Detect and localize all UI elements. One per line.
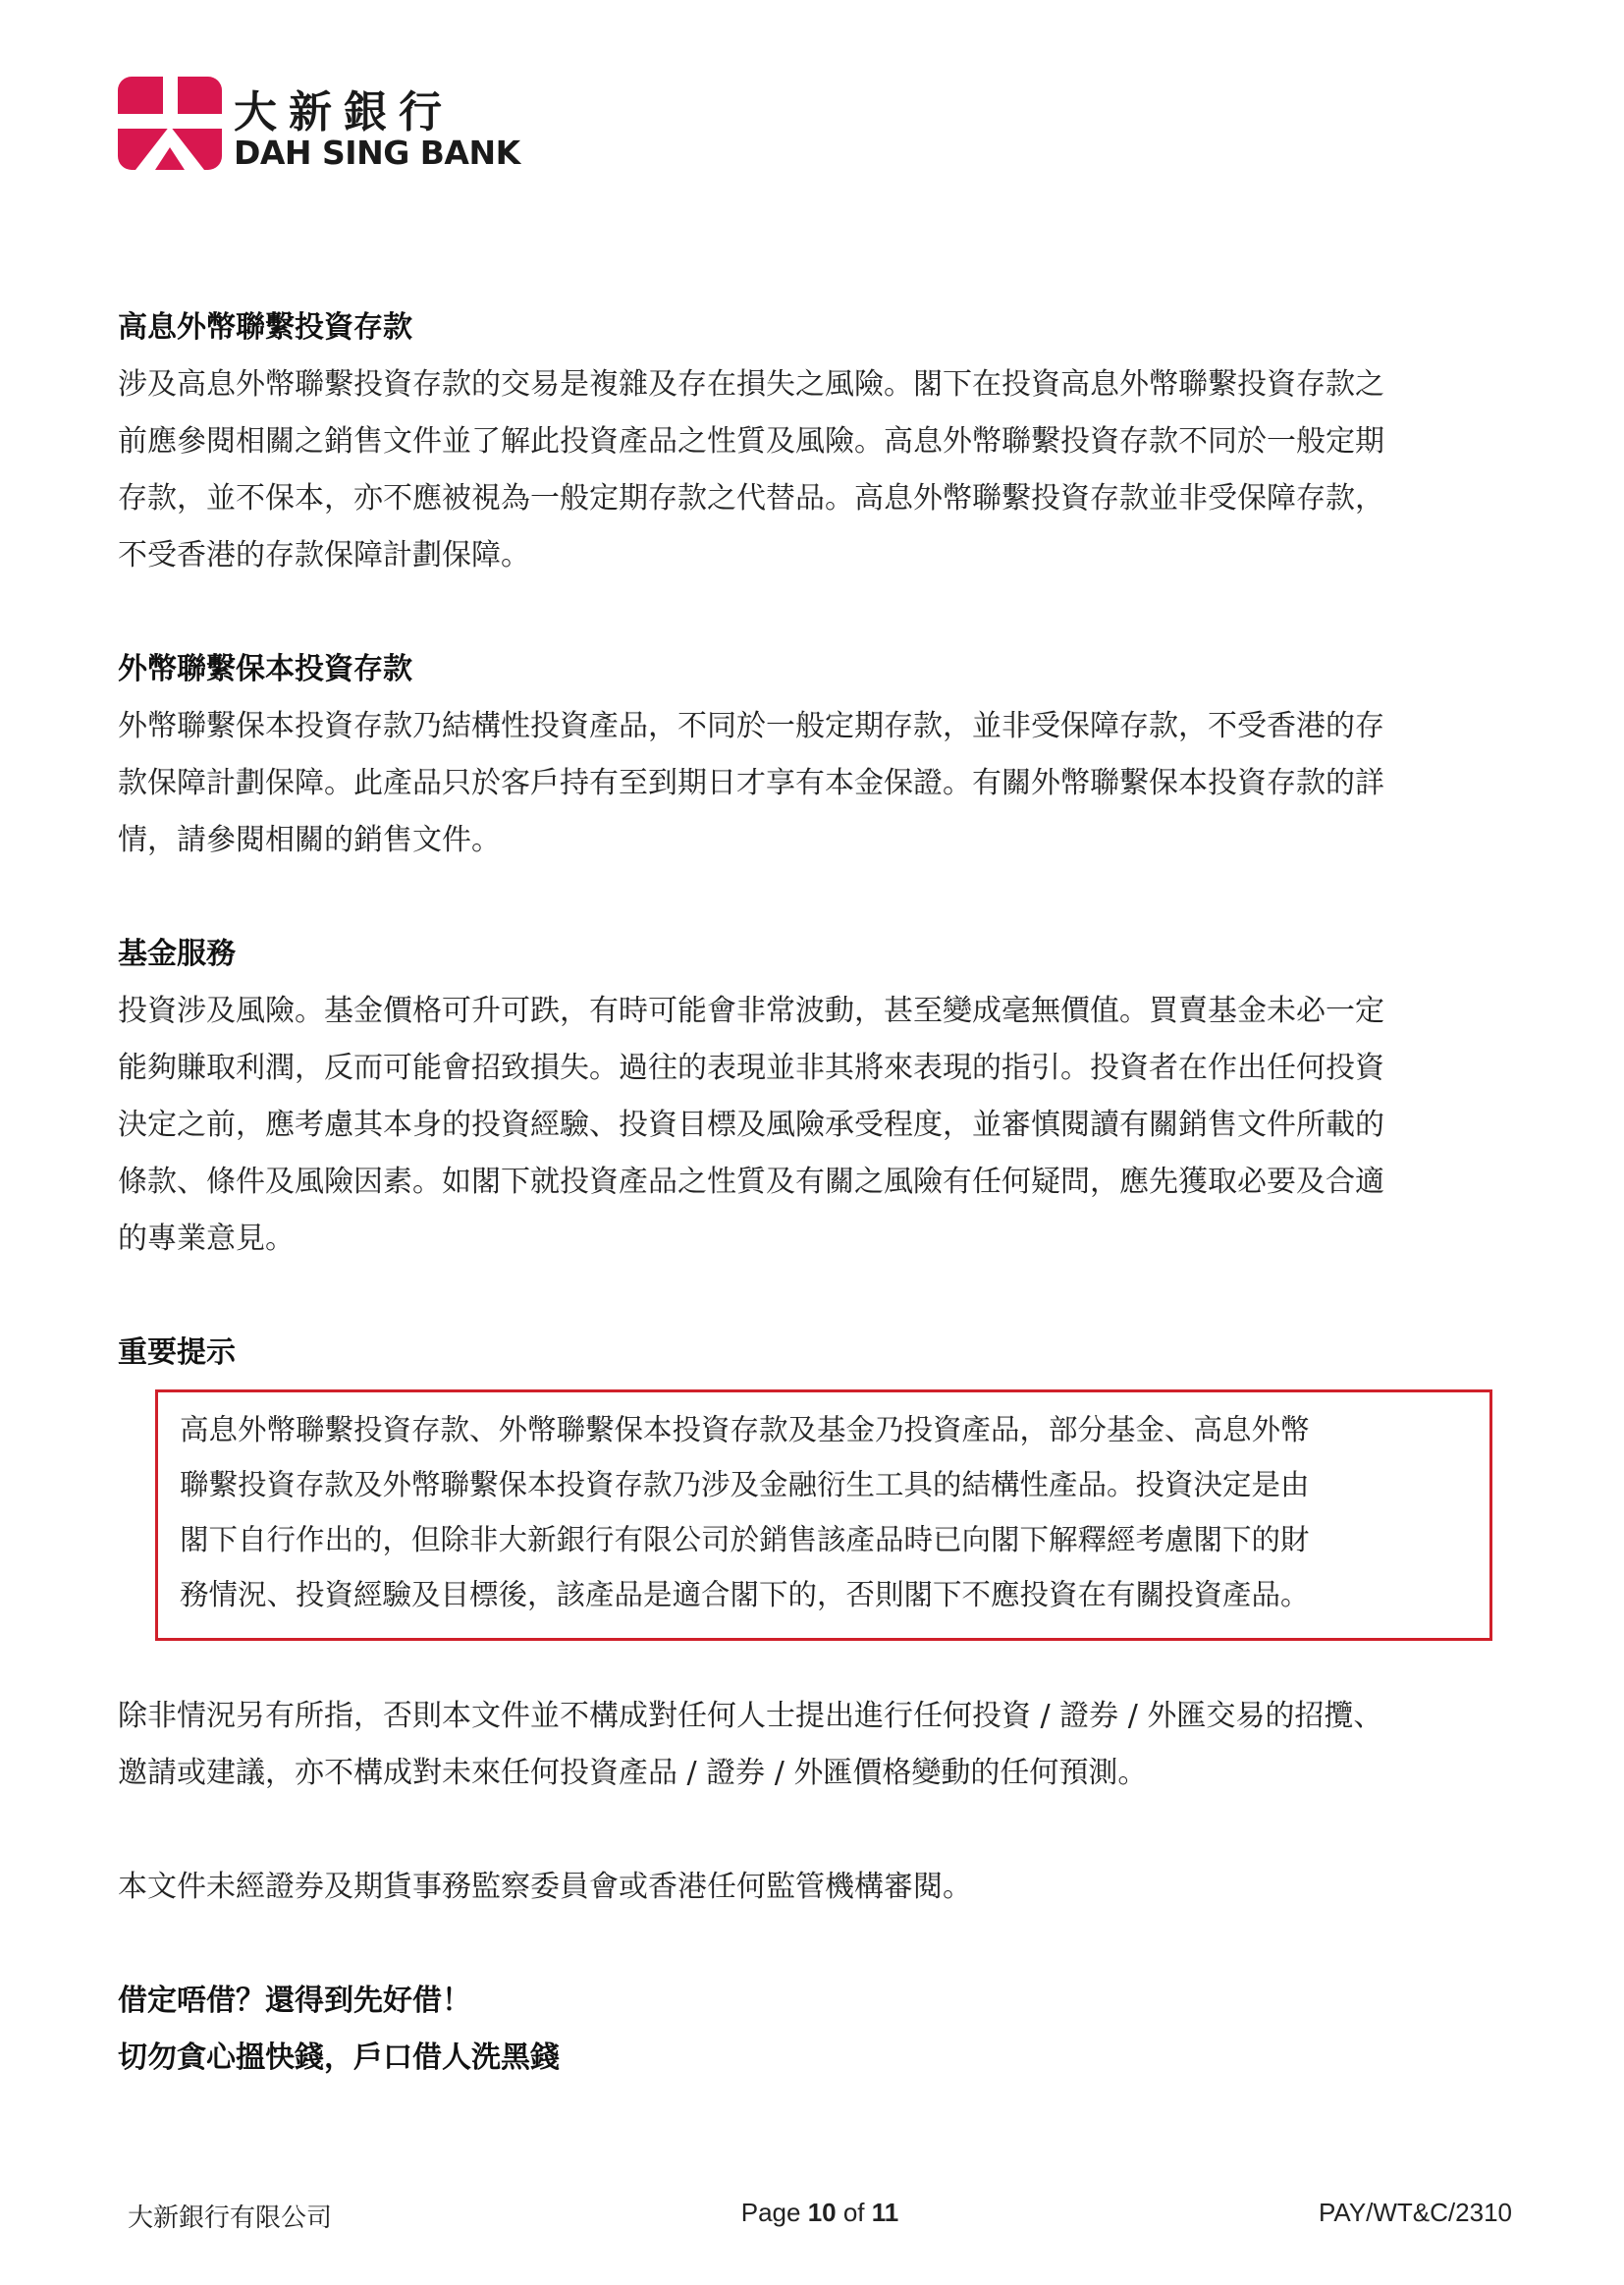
section-line: 前應參閱相關之銷售文件並了解此投資產品之性質及風險。高息外幣聯繫投資存款不同於一般定期 xyxy=(118,424,1384,459)
section-line: 決定之前，應考慮其本身的投資經驗、投資目標及風險承受程度，並審慎閱讀有關銷售文件所載的 xyxy=(118,1108,1384,1142)
slogans xyxy=(118,1973,1522,2087)
section-line: 投資涉及風險。基金價格可升可跌，有時可能會非常波動，甚至變成毫無價值。買賣基金未必一定 xyxy=(118,994,1384,1028)
section-heading: 基金服務 xyxy=(118,937,236,971)
bank-logo-icon xyxy=(118,77,222,170)
page-prefix: Page xyxy=(740,2198,808,2227)
section-line: 不受香港的存款保障計劃保障。 xyxy=(118,538,530,572)
notice-line: 務情況、投資經驗及目標後，該產品是適合閣下的，否則閣下不應投資在有關投資產品。 xyxy=(180,1578,1310,1611)
section-line: 款保障計劃保障。此產品只於客戶持有至到期日才享有本金保證。有關外幣聯繫保本投資存款的詳 xyxy=(118,766,1384,800)
page-footer xyxy=(128,2198,1512,2237)
page-mid: of xyxy=(836,2198,872,2227)
section-heading: 高息外幣聯繫投資存款 xyxy=(118,310,412,345)
logo-english-name: DAH SING BANK xyxy=(234,134,520,172)
section-fund xyxy=(118,926,1522,1268)
notice-line: 高息外幣聯繫投資存款、外幣聯繫保本投資存款及基金乃投資產品，部分基金、高息外幣 xyxy=(180,1413,1310,1446)
section-heading: 外幣聯繫保本投資存款 xyxy=(118,652,412,686)
important-notice-box xyxy=(155,1389,1492,1641)
section-important xyxy=(118,1325,1522,1641)
page-total: 11 xyxy=(871,2198,899,2227)
section-line: 條款、條件及風險因素。如閣下就投資產品之性質及有關之風險有任何疑問，應先獲取必要及合適 xyxy=(118,1165,1384,1199)
section-cpd xyxy=(118,641,1522,869)
footer-page-number xyxy=(128,2198,1512,2228)
review-note xyxy=(118,1859,1522,1916)
logo-chinese-name: 大新銀行 xyxy=(234,87,454,137)
section-line: 存款，並不保本，亦不應被視為一般定期存款之代替品。高息外幣聯繫投資存款並非受保障存款， xyxy=(118,481,1384,516)
notice-line: 聯繫投資存款及外幣聯繫保本投資存款乃涉及金融衍生工具的結構性產品。投資決定是由 xyxy=(180,1468,1310,1501)
disclaimer-line: 邀請或建議，亦不構成對未來任何投資產品 / 證券 / 外匯價格變動的任何預測。 xyxy=(118,1756,1148,1790)
section-line: 能夠賺取利潤，反而可能會招致損失。過往的表現並非其將來表現的指引。投資者在作出任何投資 xyxy=(118,1051,1384,1085)
slogan-line: 切勿貪心搵快錢，戶口借人洗黑錢 xyxy=(118,2040,560,2075)
section-line: 情，請參閱相關的銷售文件。 xyxy=(118,823,501,857)
section-line: 外幣聯繫保本投資存款乃結構性投資產品，不同於一般定期存款，並非受保障存款，不受香港的存 xyxy=(118,709,1384,743)
section-line: 涉及高息外幣聯繫投資存款的交易是複雜及存在損失之風險。閣下在投資高息外幣聯繫投資存款之 xyxy=(118,367,1384,402)
footer-company: 大新銀行有限公司 xyxy=(128,2203,333,2232)
footer-doc-code: PAY/WT&C/2310 xyxy=(1319,2198,1512,2227)
notice-line: 閣下自行作出的，但除非大新銀行有限公司於銷售該產品時已向閣下解釋經考慮閣下的財 xyxy=(180,1523,1310,1556)
section-line: 的專業意見。 xyxy=(118,1222,295,1256)
section-hyld xyxy=(118,299,1522,584)
important-heading: 重要提示 xyxy=(118,1335,236,1370)
slogan-line: 借定唔借？還得到先好借！ xyxy=(118,1984,471,2018)
disclaimer-line: 除非情況另有所指，否則本文件並不構成對任何人士提出進行任何投資 / 證券 / 外匯交易的招攬、 xyxy=(118,1699,1383,1733)
document-body xyxy=(118,299,1522,2087)
review-note-text: 本文件未經證券及期貨事務監察委員會或香港任何監管機構審閱。 xyxy=(118,1870,972,1904)
page-current: 10 xyxy=(807,2198,837,2227)
disclaimer xyxy=(118,1688,1522,1802)
